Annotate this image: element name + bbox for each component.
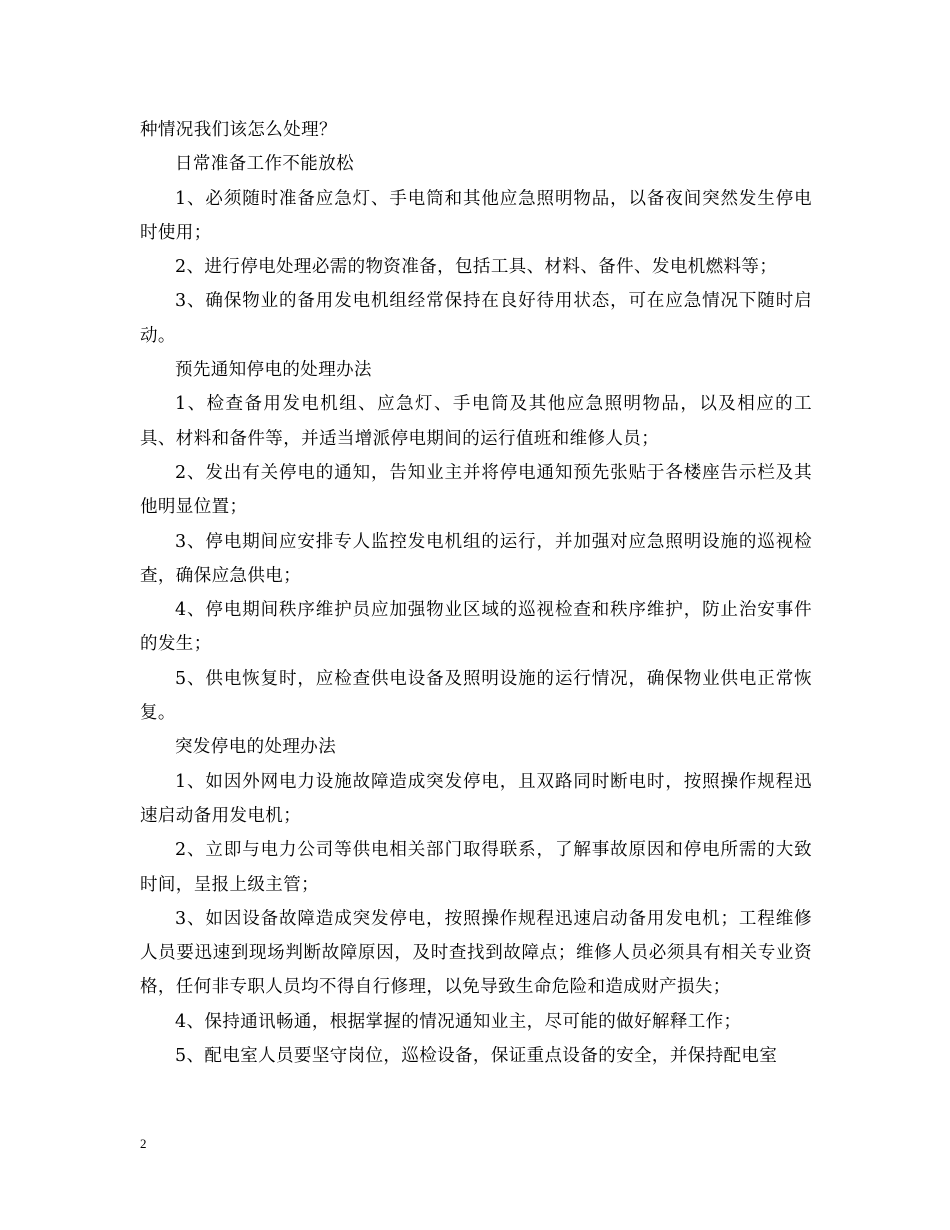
section-heading-sudden-outage: 突发停电的处理办法 xyxy=(175,737,337,758)
section-heading-advance-notice: 预先通知停电的处理办法 xyxy=(175,360,372,381)
paragraph: 2、发出有关停电的通知，告知业主并将停电通知预先张贴于各楼座告示栏及其他明显位置； xyxy=(140,462,812,518)
paragraph: 4、停电期间秩序维护员应加强物业区域的巡视检查和秩序维护，防止治安事件的发生； xyxy=(140,600,812,655)
paragraph: 3、停电期间应安排专人监控发电机组的运行，并加强对应急照明设施的巡视检查，确保应急供电； xyxy=(140,531,812,586)
paragraph: 5、配电室人员要坚守岗位，巡检设备，保证重点设备的安全，并保持配电室 xyxy=(175,1046,778,1067)
paragraph: 3、确保物业的备用发电机组经常保持在良好待用状态，可在应急情况下随时启动。 xyxy=(140,291,812,346)
document-body xyxy=(140,113,812,1073)
paragraph: 3、如因设备故障造成突发停电，按照操作规程迅速启动备用发电机；工程维修人员要迅速到现场判断故障原因，及时查找到故障点；维修人员必须具有相关专业资格，任何非专职人员均不得自行修理，以免导致生命危险和造成财产损失； xyxy=(140,908,812,998)
section-heading-daily-preparation: 日常准备工作不能放松 xyxy=(175,154,354,175)
paragraph: 5、供电恢复时，应检查供电设备及照明设施的运行情况，确保物业供电正常恢复。 xyxy=(140,668,812,724)
page-number: 2 xyxy=(140,1136,147,1151)
paragraph: 2、立即与电力公司等供电相关部门取得联系，了解事故原因和停电所需的大致时间，呈报上级主管； xyxy=(140,840,812,895)
paragraph: 2、进行停电处理必需的物资准备，包括工具、材料、备件、发电机燃料等； xyxy=(175,257,778,278)
paragraph: 1、检查备用发电机组、应急灯、手电筒及其他应急照明物品，以及相应的工具、材料和备件等，并适当增派停电期间的运行值班和维修人员； xyxy=(140,394,812,449)
paragraph: 4、保持通讯畅通，根据掌握的情况通知业主，尽可能的做好解释工作； xyxy=(175,1011,742,1032)
paragraph: 1、必须随时准备应急灯、手电筒和其他应急照明物品，以备夜间突然发生停电时使用； xyxy=(140,188,812,243)
paragraph: 1、如因外网电力设施故障造成突发停电，且双路同时断电时，按照操作规程迅速启动备用发电机； xyxy=(140,771,812,826)
paragraph-continuation: 种情况我们该怎么处理？ xyxy=(140,120,337,140)
